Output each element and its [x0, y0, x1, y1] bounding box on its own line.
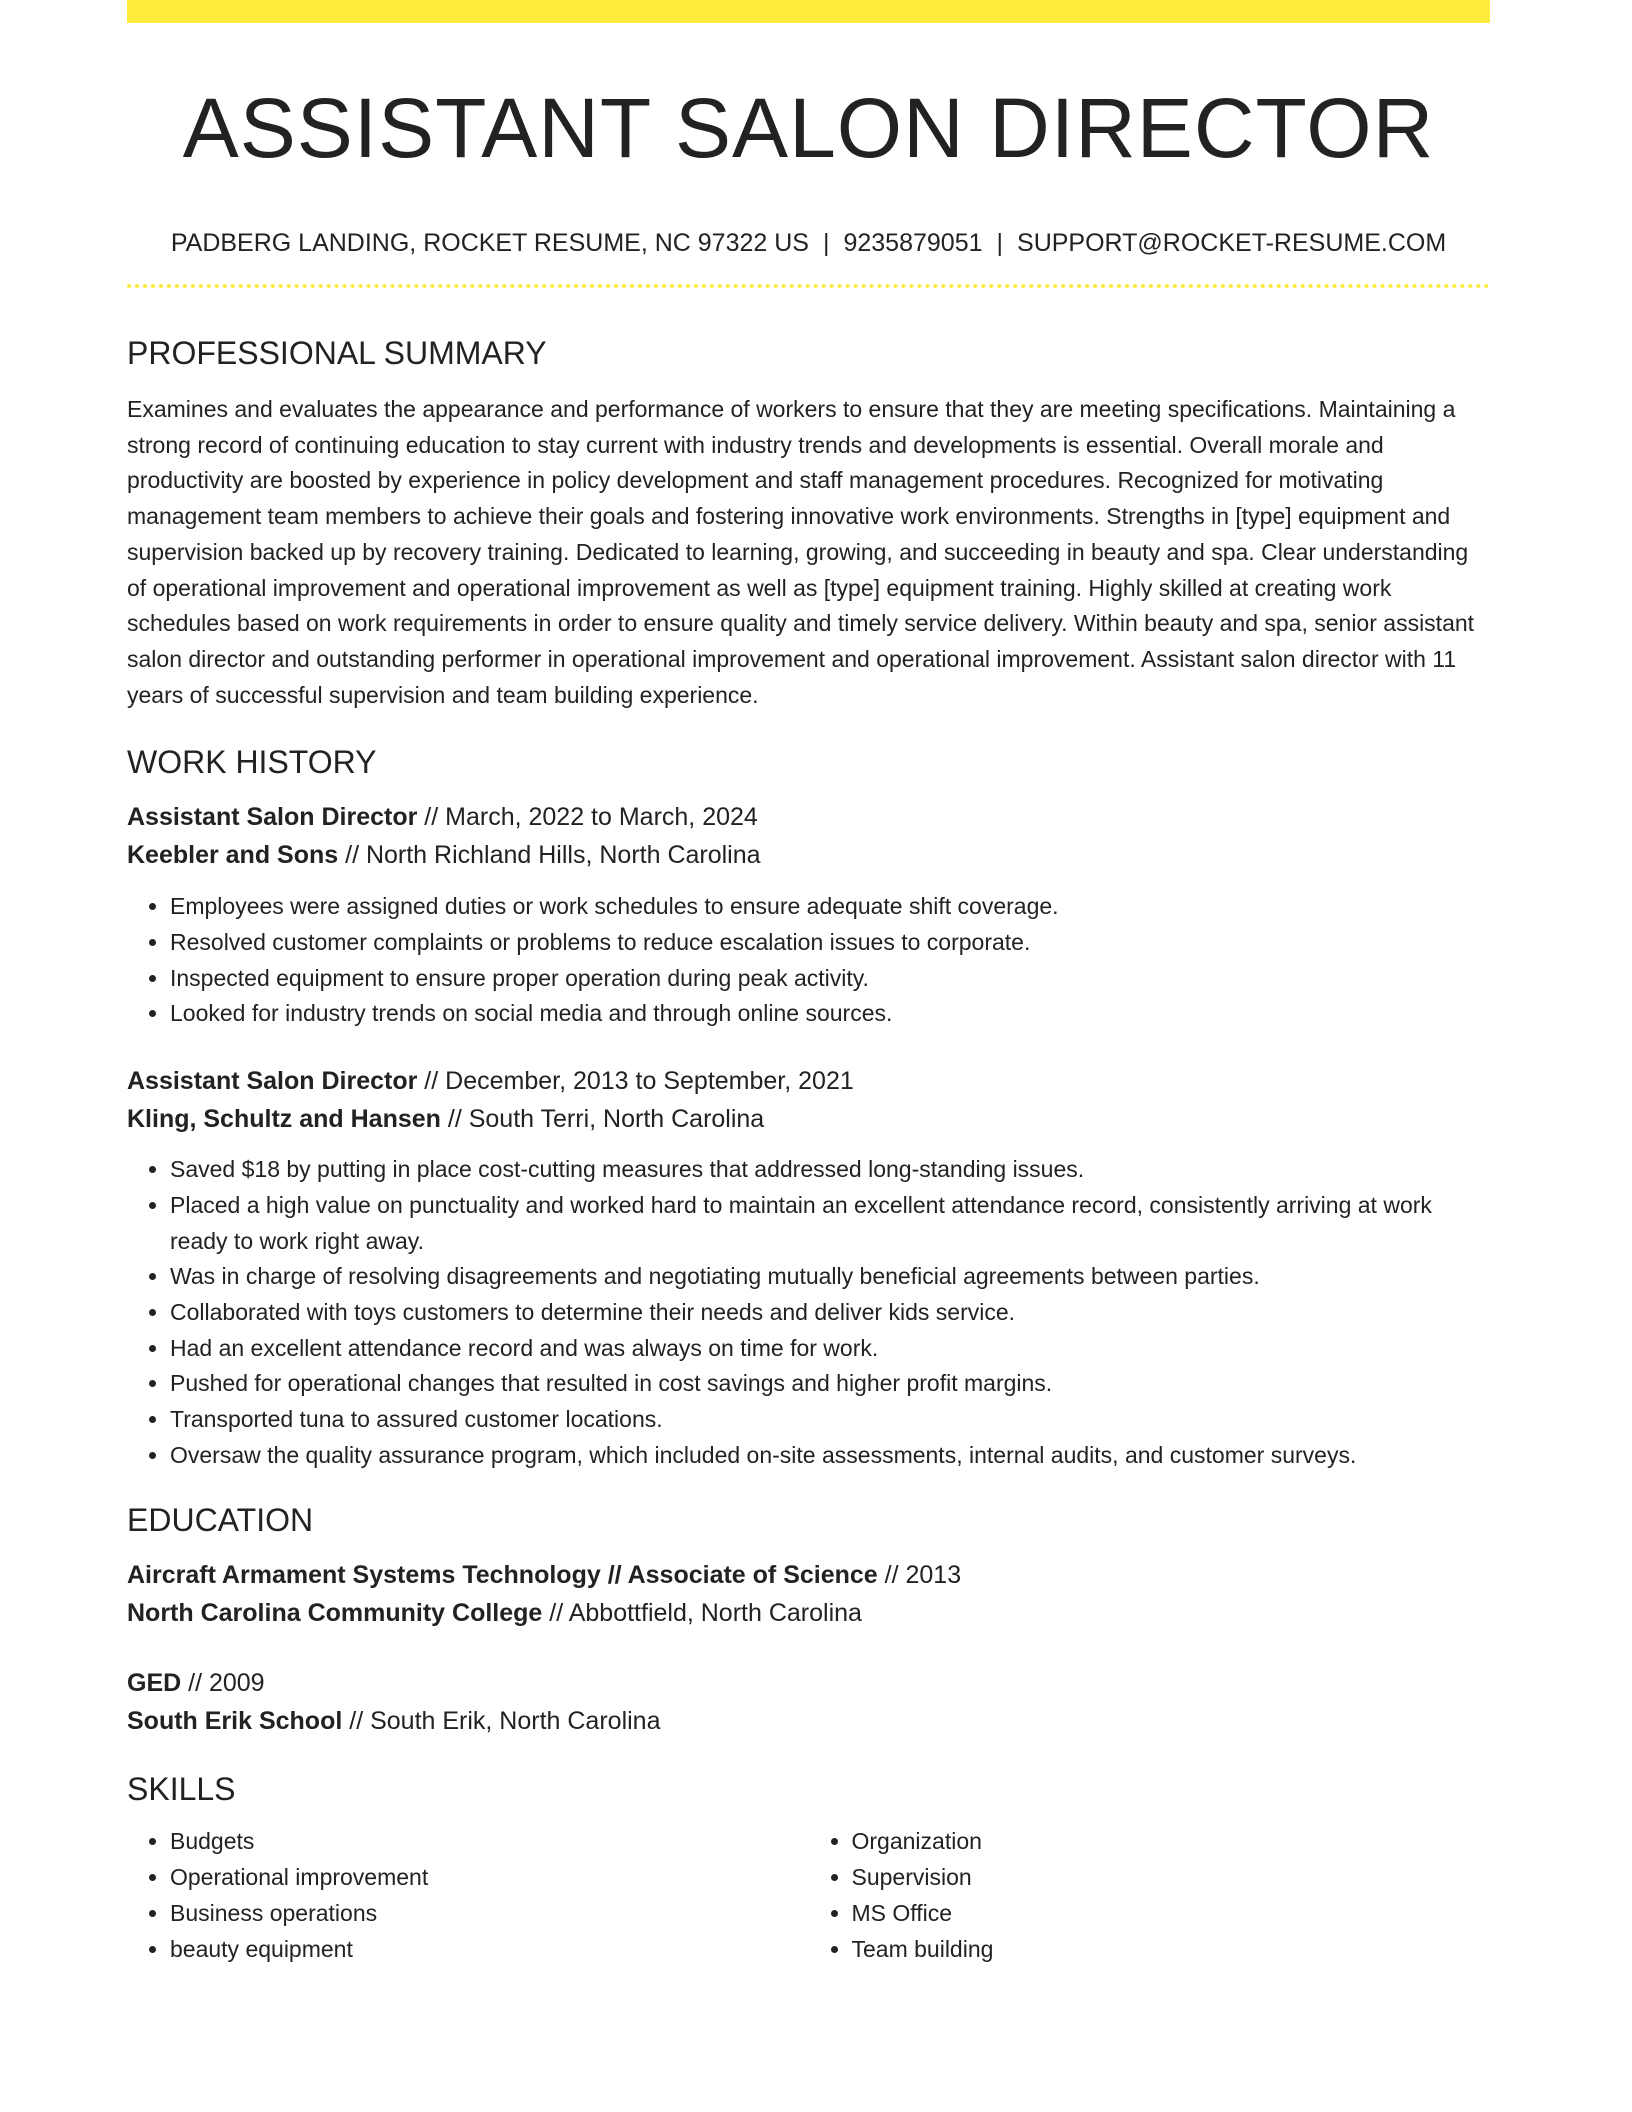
- resume-name: ASSISTANT SALON DIRECTOR: [182, 81, 1435, 175]
- education-degree: GED: [127, 1669, 182, 1698]
- job-bullet: • Was in charge of resolving disagreements and negotiating mutually beneficial agreements between parties.: [170, 1259, 1490, 1295]
- contact-separator: |: [822, 229, 830, 257]
- job-entry: [127, 1062, 1490, 1473]
- job-title-line: [127, 798, 1490, 836]
- contact-line: [127, 228, 1490, 258]
- job-role: Assistant Salon Director: [127, 1067, 418, 1096]
- job-entry: [127, 798, 1490, 1032]
- education-school-line: [127, 1594, 1490, 1632]
- job-location: // North Richland Hills, North Carolina: [338, 841, 761, 870]
- job-bullets: [127, 889, 1490, 1032]
- skill-item: • Team building: [852, 1932, 1491, 1968]
- summary-heading: PROFESSIONAL SUMMARY: [127, 335, 547, 371]
- job-bullet: • Employees were assigned duties or work schedules to ensure adequate shift coverage.: [170, 889, 1490, 925]
- education-degree-line: [127, 1664, 1490, 1702]
- contact-address: PADBERG LANDING, ROCKET RESUME, NC 97322 US: [170, 229, 809, 257]
- education-heading: EDUCATION: [127, 1502, 314, 1539]
- skill-item: • beauty equipment: [170, 1932, 809, 1968]
- job-bullet: • Collaborated with toys customers to determine their needs and deliver kids service.: [170, 1295, 1490, 1331]
- job-dates: // March, 2022 to March, 2024: [417, 803, 758, 832]
- job-bullet: • Saved $18 by putting in place cost-cutting measures that addressed long-standing issues.: [170, 1152, 1490, 1188]
- work-history-heading: WORK HISTORY: [127, 744, 377, 781]
- education-year: // 2013: [877, 1561, 962, 1590]
- resume-content: [127, 0, 1490, 1967]
- summary-text: Examines and evaluates the appearance and performance of workers to ensure that they are meeting specifications. Maintaining a strong record of continuing education to stay current with industry trends and developments is essential. Overall morale and productivity are boosted by experience in policy development and staff management procedures. Recognized for motivating management team members to achieve their goals and fostering innovative work environments. Strengths in [type] equipment and supervision backed up by recovery training. Dedicated to learning, growing, and succeeding in beauty and spa. Clear understanding of operational improvement and operational improvement as well as [type] equipment training. Highly skilled at creating work schedules based on work requirements in order to ensure quality and timely service delivery. Within beauty and spa, senior assistant salon director and outstanding performer in operational improvement and operational improvement. Assistant salon director with 11 years of successful supervision and team building experience.: [127, 396, 1475, 708]
- skill-item: • Organization: [852, 1824, 1491, 1860]
- contact-phone: 9235879051: [843, 229, 983, 257]
- education-year: // 2009: [181, 1669, 265, 1698]
- education-school: South Erik School: [127, 1707, 343, 1736]
- education-school-line: [127, 1702, 1490, 1740]
- skill-item: • Supervision: [852, 1860, 1491, 1896]
- job-bullet: • Pushed for operational changes that resulted in cost savings and higher profit margins.: [170, 1366, 1490, 1402]
- job-bullet: • Had an excellent attendance record and was always on time for work.: [170, 1331, 1490, 1367]
- job-bullet: • Transported tuna to assured customer locations.: [170, 1402, 1490, 1438]
- job-company: Keebler and Sons: [127, 841, 339, 870]
- education-entry: [127, 1664, 1490, 1740]
- skill-item: • Business operations: [170, 1896, 809, 1932]
- skill-item: • Budgets: [170, 1824, 809, 1860]
- job-bullet: • Placed a high value on punctuality and worked hard to maintain an excellent attendance record, consistently arriving at work ready to work right away.: [170, 1188, 1490, 1259]
- education-location: // Abbottfield, North Carolina: [542, 1599, 862, 1628]
- job-bullet: • Oversaw the quality assurance program, which included on-site assessments, internal audits, and customer surveys.: [170, 1438, 1490, 1474]
- job-company-line: [127, 1100, 1490, 1138]
- contact-separator: |: [996, 229, 1004, 257]
- skill-item: • Operational improvement: [170, 1860, 809, 1896]
- education-degree-line: [127, 1556, 1490, 1594]
- job-bullet: • Inspected equipment to ensure proper operation during peak activity.: [170, 961, 1490, 997]
- skills-list: [127, 1824, 1490, 1967]
- header-divider: [127, 284, 1490, 288]
- job-bullet: • Resolved customer complaints or problems to reduce escalation issues to corporate.: [170, 925, 1490, 961]
- education-entry: [127, 1556, 1490, 1632]
- education-degree: Aircraft Armament Systems Technology // Associate of Science: [127, 1561, 878, 1590]
- skills-column-left: [127, 1824, 809, 1967]
- job-role: Assistant Salon Director: [127, 803, 418, 832]
- job-company: Kling, Schultz and Hansen: [127, 1105, 441, 1134]
- education-school: North Carolina Community College: [127, 1599, 543, 1628]
- skills-column-right: [809, 1824, 1491, 1967]
- job-company-line: [127, 836, 1490, 874]
- contact-email: SUPPORT@ROCKET-RESUME.COM: [1017, 229, 1447, 257]
- job-title-line: [127, 1062, 1490, 1100]
- skill-item: • MS Office: [852, 1896, 1491, 1932]
- job-dates: // December, 2013 to September, 2021: [417, 1067, 854, 1096]
- skills-heading: SKILLS: [127, 1771, 236, 1808]
- job-bullet: • Looked for industry trends on social media and through online sources.: [170, 996, 1490, 1032]
- education-location: // South Erik, North Carolina: [342, 1707, 661, 1736]
- job-bullets: [127, 1152, 1490, 1473]
- job-location: // South Terri, North Carolina: [440, 1105, 765, 1134]
